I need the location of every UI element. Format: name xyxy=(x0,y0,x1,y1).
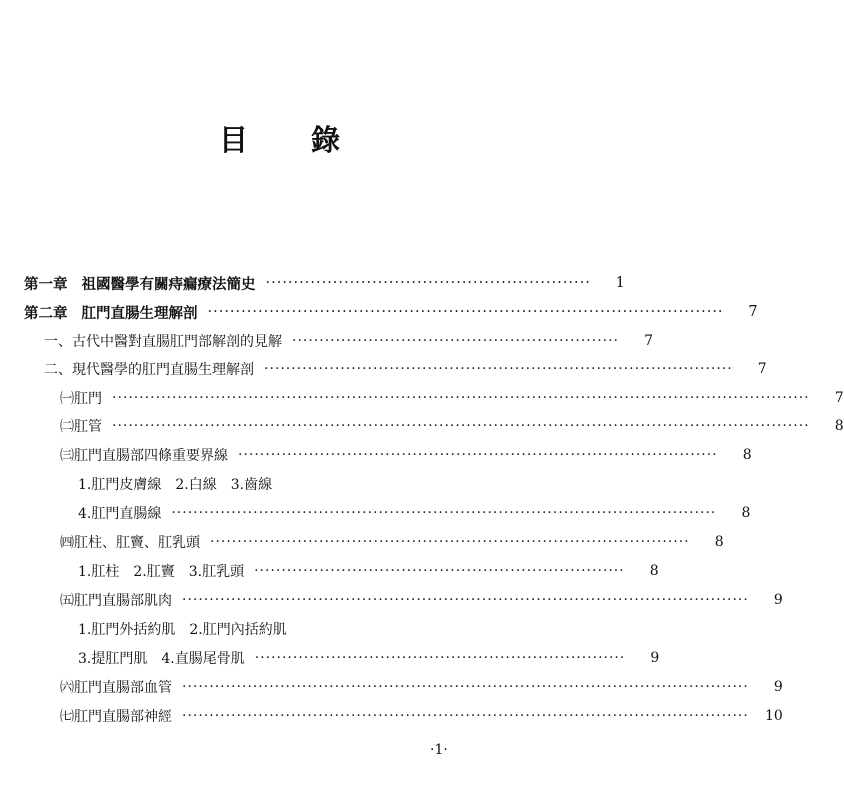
toc-entry-text: ㈠肛門 xyxy=(60,391,102,407)
toc-entry-text: 祖國醫學有關痔瘺療法簡史 xyxy=(81,275,256,293)
toc-entry-text: 1.肛門外括約肌 2.肛門內括約肌 xyxy=(78,622,287,638)
toc-entry-item[interactable] xyxy=(0,470,560,498)
toc-page-number: 7 xyxy=(757,361,767,377)
toc-entry-item[interactable] xyxy=(0,615,560,643)
toc-entry-subsection[interactable] xyxy=(0,528,724,556)
toc-page-number: 8 xyxy=(834,418,844,434)
toc-entry-text: ㈦肛門直腸部神經 xyxy=(60,709,172,725)
chapter-number: 第二章 xyxy=(24,304,68,322)
toc-entry-text: 1.肛門皮膚線 2.白線 3.齒線 xyxy=(78,477,273,493)
toc-page-number: 9 xyxy=(650,650,660,666)
toc-entry-item[interactable] xyxy=(0,499,751,527)
toc-page-number: 7 xyxy=(834,390,844,406)
dot-leader: ···································································· xyxy=(254,650,626,666)
toc-page-number: 9 xyxy=(773,679,783,695)
toc-entry-text: 3.提肛門肌 4.直腸尾骨肌 xyxy=(78,651,245,667)
toc-page-number: 7 xyxy=(748,304,758,320)
toc-entry-chapter-2[interactable] xyxy=(0,298,758,326)
toc-entry-text: ㈡肛管 xyxy=(60,419,102,435)
toc-entry-text: 1.肛柱 2.肛竇 3.肛乳頭 xyxy=(78,564,245,580)
dot-leader: ········································································································ xyxy=(182,679,749,695)
toc-entry-text: ㈤肛門直腸部肌肉 xyxy=(60,593,172,609)
toc-entry-subsection[interactable] xyxy=(0,673,783,701)
page-title xyxy=(0,118,560,159)
toc-entry-subsection[interactable] xyxy=(0,586,783,614)
toc-page-number: 8 xyxy=(742,447,752,463)
dot-leader: ······················································································ xyxy=(264,361,733,377)
toc-entry-item[interactable] xyxy=(0,557,659,585)
toc-page-number: 8 xyxy=(714,534,724,550)
toc-entry-section[interactable] xyxy=(0,355,767,383)
toc-entry-text: ㈥肛門直腸部血管 xyxy=(60,680,172,696)
dot-leader: ········································································································ xyxy=(182,592,749,608)
dot-leader: ···································································· xyxy=(254,563,625,579)
toc-entry-text: 二、現代醫學的肛門直腸生理解剖 xyxy=(44,362,254,378)
toc-entry-subsection[interactable] xyxy=(0,412,844,440)
dot-leader: ························································································ xyxy=(210,534,690,550)
toc-page-number: 8 xyxy=(741,505,751,521)
toc-entry-item[interactable] xyxy=(0,644,660,672)
toc-page-number: 7 xyxy=(644,333,654,349)
title-char-2: 錄 xyxy=(311,123,342,157)
toc-entry-section[interactable] xyxy=(0,327,654,355)
title-char-1: 目 xyxy=(218,123,249,157)
toc-entry-chapter-1[interactable] xyxy=(0,269,625,297)
toc-entry-text: 肛門直腸生理解剖 xyxy=(81,304,198,322)
dot-leader: ························································································ xyxy=(238,447,718,463)
footer-page-label: ·1· xyxy=(430,742,448,758)
toc-entry-text: ㈢肛門直腸部四條重要界線 xyxy=(60,448,228,464)
dot-leader: ···························································································· xyxy=(207,304,724,320)
dot-leader: ········································································································ xyxy=(182,708,749,724)
chapter-number: 第一章 xyxy=(24,275,68,293)
dot-leader: ································································································································ xyxy=(112,390,810,406)
toc-entry-text: 一、古代中醫對直腸肛門部解剖的見解 xyxy=(44,334,282,350)
toc-page-number: 8 xyxy=(649,563,659,579)
dot-leader: ···································································································· xyxy=(171,505,717,521)
dot-leader: ································································································································ xyxy=(112,418,810,434)
toc-entry-subsection[interactable] xyxy=(0,702,783,730)
page-number-footer xyxy=(430,742,448,758)
toc-page-number: 10 xyxy=(765,708,783,724)
dot-leader: ·························································· xyxy=(265,275,591,291)
toc-entry-text: ㈣肛柱、肛竇、肛乳頭 xyxy=(60,535,200,551)
toc-entry-subsection[interactable] xyxy=(0,384,844,412)
toc-page-number: 1 xyxy=(615,275,625,291)
toc-page-number: 9 xyxy=(773,592,783,608)
toc-entry-subsection[interactable] xyxy=(0,441,752,469)
dot-leader: ···························································· xyxy=(292,333,620,349)
toc-entry-text: 4.肛門直腸線 xyxy=(78,506,162,522)
